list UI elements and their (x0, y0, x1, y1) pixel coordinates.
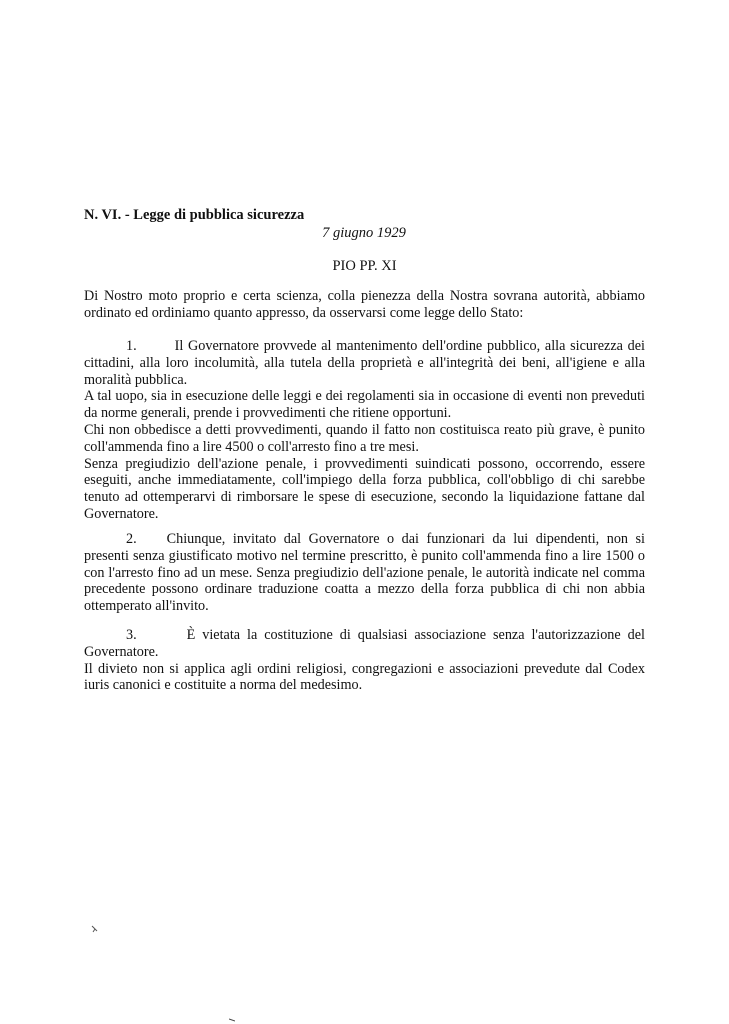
date-text: 7 giugno 1929 (322, 225, 406, 241)
article-text: È vietata la costituzione di qualsiasi associazione senza l'autorizzazione del Governatore. (84, 627, 645, 660)
article-paragraph: A tal uopo, sia in esecuzione delle leggi e dei regolamenti sia in occasione di eventi non preveduti da norme generali, prende i provvedimenti che ritiene opportuni. (84, 388, 645, 422)
article-number: 1. (126, 338, 137, 354)
article-paragraph: Chi non obbedisce a detti provvedimenti, quando il fatto non costituisca reato più grave, è punito coll'ammenda fino a lire 4500 o coll'arresto fino a tre mesi. (84, 421, 645, 455)
document-date (0, 224, 729, 242)
scan-speck (229, 1018, 235, 1022)
scan-speck (90, 924, 98, 934)
article-3 (84, 627, 645, 694)
article-text: Chiunque, invitato dal Governatore o dai funzionari da lui dipendenti, non si presenti senza giustificato motivo nel termine prescritto, è punito coll'ammenda fino a lire 1500 o con l'arresto fino ad un mese. Senza pregiudizio dell'azione penale, le autorità indicate nel comma precedente possono ordinare traduzione coatta a mezzo della forza pubblica di chi non abbia ottemperato all'invito. (84, 531, 645, 615)
document-issuer: PIO PP. XI (332, 258, 397, 274)
article-paragraph (84, 338, 645, 388)
article-paragraph: Il divieto non si applica agli ordini religiosi, congregazioni e associazioni prevedute dal Codex iuris canonici e costituite a norma del medesimo. (84, 660, 645, 694)
article-1 (84, 338, 645, 523)
article-paragraph (84, 627, 645, 661)
article-text: Il Governatore provvede al mantenimento dell'ordine pubblico, alla sicurezza dei cittadini, alla loro incolumità, alla tutela della proprietà e all'integrità dei beni, all'igiene e alla moralità pubblica. (84, 338, 645, 388)
article-paragraph (84, 531, 645, 615)
article-paragraph: Senza pregiudizio dell'azione penale, i provvedimenti suindicati possono, occorrendo, essere eseguiti, anche immediatamente, coll'impiego della forza pubblica, coll'obbligo di chi sarebbe tenuto ad ottemperarvi di rimborsare le spese di esecuzione, secondo la liquidazione fattane dal Governatore. (84, 455, 645, 522)
article-number: 3. (126, 627, 137, 643)
intro-paragraph (84, 288, 645, 322)
document-title: N. VI. - Legge di pubblica sicurezza (84, 207, 305, 223)
article-2 (84, 531, 645, 615)
article-number: 2. (126, 531, 137, 547)
intro-text: Di Nostro moto proprio e certa scienza, colla pienezza della Nostra sovrana autorità, abbiamo ordinato ed ordiniamo quanto appresso, da osservarsi come legge dello Stato: (84, 288, 645, 321)
